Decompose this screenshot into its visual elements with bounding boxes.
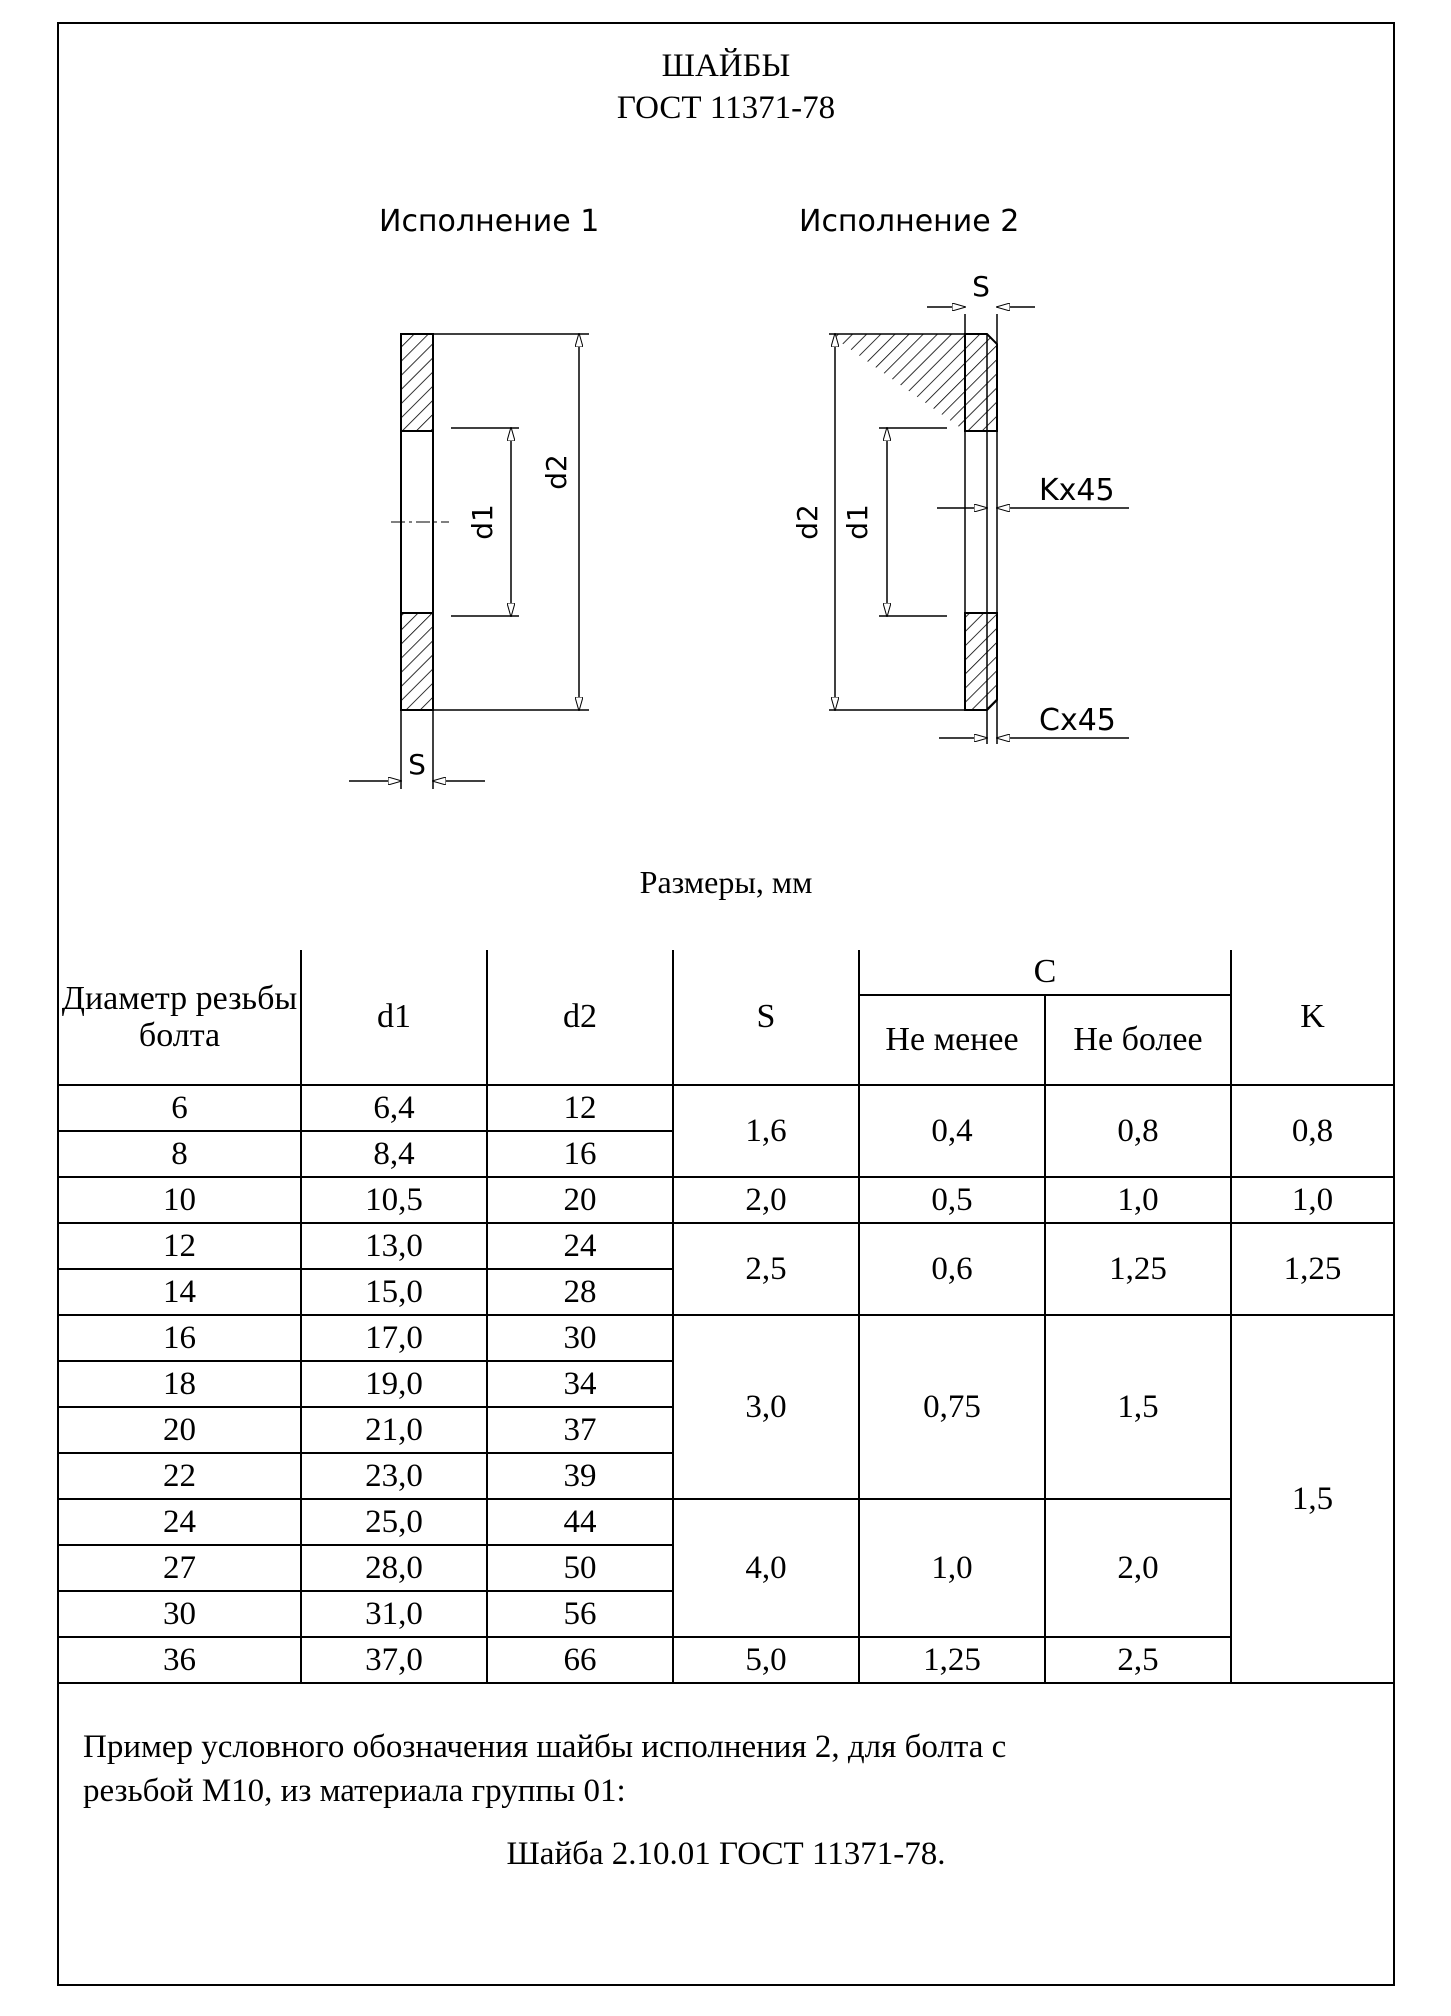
cell-d2: 39 — [487, 1453, 673, 1499]
cell-d1: 17,0 — [301, 1315, 487, 1361]
cell-bolt: 36 — [59, 1637, 301, 1683]
cell-d2: 44 — [487, 1499, 673, 1545]
dim-s-label-v2: S — [972, 270, 990, 303]
cell-c-max: 1,5 — [1045, 1315, 1231, 1499]
dim-s-label-v1: S — [408, 748, 426, 781]
header-k: K — [1231, 950, 1393, 1085]
cell-s: 5,0 — [673, 1637, 859, 1683]
cell-bolt: 20 — [59, 1407, 301, 1453]
cell-d2: 28 — [487, 1269, 673, 1315]
dim-c-label: Cx45 — [1039, 703, 1116, 738]
cell-c-max: 0,8 — [1045, 1085, 1231, 1177]
cell-c-min: 1,25 — [859, 1637, 1045, 1683]
cell-d1: 10,5 — [301, 1177, 487, 1223]
cell-d2: 24 — [487, 1223, 673, 1269]
cell-d2: 16 — [487, 1131, 673, 1177]
cell-bolt: 6 — [59, 1085, 301, 1131]
cell-d1: 31,0 — [301, 1591, 487, 1637]
document-frame — [57, 22, 1395, 1986]
dim-d1-label-v2: d1 — [841, 504, 874, 540]
cell-c-min: 0,4 — [859, 1085, 1045, 1177]
cell-d2: 20 — [487, 1177, 673, 1223]
example-note-line1: Пример условного обозначения шайбы исполнения 2, для болта с — [83, 1729, 1007, 1765]
cell-k: 1,0 — [1231, 1177, 1393, 1223]
units-label: Размеры, мм — [639, 864, 813, 900]
cell-d1: 15,0 — [301, 1269, 487, 1315]
washer-dimensions-table — [59, 950, 1393, 1684]
washer-drawing — [59, 24, 1393, 844]
cell-d1: 21,0 — [301, 1407, 487, 1453]
cell-bolt: 10 — [59, 1177, 301, 1223]
cell-bolt: 8 — [59, 1131, 301, 1177]
cell-bolt: 12 — [59, 1223, 301, 1269]
variant2-label: Исполнение 2 — [799, 204, 1020, 239]
cell-c-min: 1,0 — [859, 1499, 1045, 1637]
cell-d2: 56 — [487, 1591, 673, 1637]
cell-d2: 12 — [487, 1085, 673, 1131]
header-c: C — [859, 950, 1231, 995]
cell-k: 1,5 — [1231, 1315, 1393, 1683]
cell-c-max: 2,5 — [1045, 1637, 1231, 1683]
cell-d1: 37,0 — [301, 1637, 487, 1683]
cell-c-max: 1,25 — [1045, 1223, 1231, 1315]
cell-c-max: 1,0 — [1045, 1177, 1231, 1223]
cell-s: 3,0 — [673, 1315, 859, 1499]
table-row — [59, 1223, 1393, 1269]
example-designation: Шайба 2.10.01 ГОСТ 11371-78. — [506, 1836, 946, 1872]
cell-bolt: 16 — [59, 1315, 301, 1361]
cell-bolt: 18 — [59, 1361, 301, 1407]
cell-c-min: 0,5 — [859, 1177, 1045, 1223]
cell-s: 2,5 — [673, 1223, 859, 1315]
cell-bolt: 24 — [59, 1499, 301, 1545]
table-header-row — [59, 950, 1393, 995]
dim-d1-label-v1: d1 — [466, 504, 499, 540]
variant2-section — [829, 307, 1129, 744]
cell-c-max: 2,0 — [1045, 1499, 1231, 1637]
header-d2: d2 — [487, 950, 673, 1085]
header-c-min: Не менее — [859, 995, 1045, 1085]
cell-c-min: 0,6 — [859, 1223, 1045, 1315]
dim-d2-label-v1: d2 — [540, 454, 573, 490]
cell-d2: 66 — [487, 1637, 673, 1683]
table-row — [59, 1499, 1393, 1545]
table-row — [59, 1637, 1393, 1683]
standard-number: ГОСТ 11371-78 — [616, 90, 836, 126]
cell-d2: 34 — [487, 1361, 673, 1407]
example-note-line2: резьбой М10, из материала группы 01: — [83, 1773, 626, 1809]
cell-s: 2,0 — [673, 1177, 859, 1223]
cell-d1: 19,0 — [301, 1361, 487, 1407]
cell-bolt: 22 — [59, 1453, 301, 1499]
cell-k: 1,25 — [1231, 1223, 1393, 1315]
cell-d1: 23,0 — [301, 1453, 487, 1499]
header-bolt-diameter: Диаметр резьбы болта — [59, 950, 301, 1085]
cell-bolt: 30 — [59, 1591, 301, 1637]
cell-d1: 28,0 — [301, 1545, 487, 1591]
header-c-max: Не более — [1045, 995, 1231, 1085]
cell-k: 0,8 — [1231, 1085, 1393, 1177]
cell-bolt: 27 — [59, 1545, 301, 1591]
cell-d1: 25,0 — [301, 1499, 487, 1545]
cell-c-min: 0,75 — [859, 1315, 1045, 1499]
cell-d1: 13,0 — [301, 1223, 487, 1269]
table-row — [59, 1085, 1393, 1131]
cell-d2: 37 — [487, 1407, 673, 1453]
document-title: ШАЙБЫ — [661, 48, 791, 84]
dim-k-label: Kx45 — [1039, 473, 1115, 508]
table-row — [59, 1177, 1393, 1223]
cell-bolt: 14 — [59, 1269, 301, 1315]
table-row — [59, 1315, 1393, 1361]
cell-d2: 50 — [487, 1545, 673, 1591]
variant1-section — [349, 334, 589, 789]
cell-d2: 30 — [487, 1315, 673, 1361]
header-d1: d1 — [301, 950, 487, 1085]
header-s: S — [673, 950, 859, 1085]
cell-s: 4,0 — [673, 1499, 859, 1637]
cell-d1: 8,4 — [301, 1131, 487, 1177]
cell-s: 1,6 — [673, 1085, 859, 1177]
variant1-label: Исполнение 1 — [379, 204, 600, 239]
cell-d1: 6,4 — [301, 1085, 487, 1131]
dim-d2-label-v2: d2 — [791, 504, 824, 540]
